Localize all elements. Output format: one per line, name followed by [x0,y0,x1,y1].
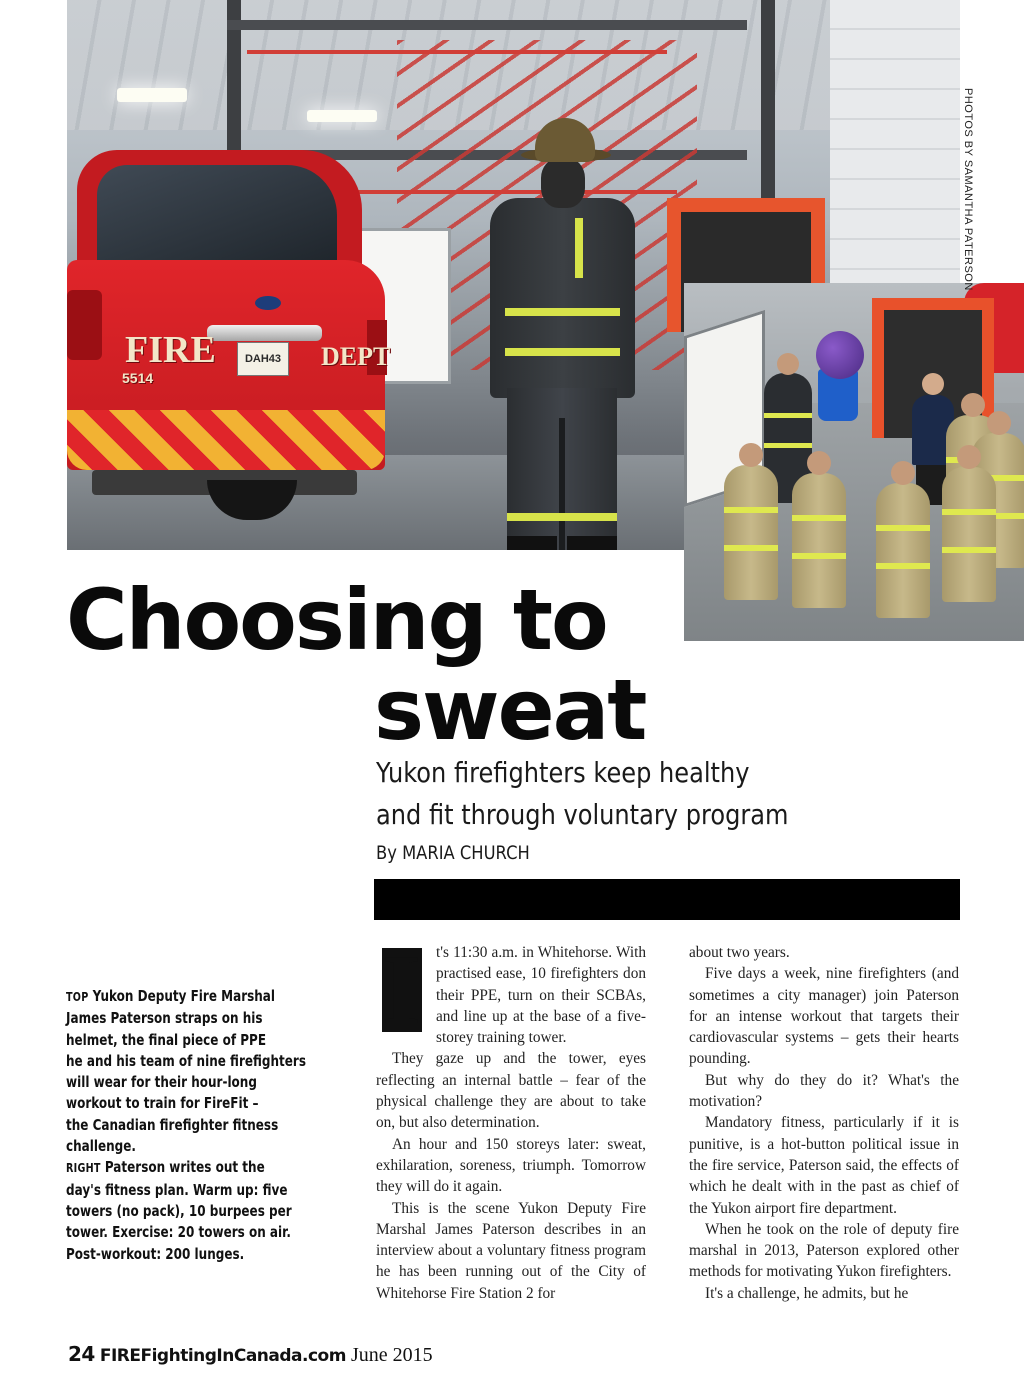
exercise-ball [816,331,864,379]
firefighter [724,465,778,600]
ford-logo [255,296,281,310]
caption-line: James Paterson straps on his [66,1009,263,1028]
deck [376,752,858,836]
article-paragraph: When he took on the role of deputy fire marshal in 2013, Paterson explored other methods for motivating Yukon firefighters. [689,1220,959,1281]
scba-mask [541,158,585,208]
page-footer [68,1342,433,1367]
issue-date: June 2015 [350,1344,433,1366]
firefighter [792,473,846,608]
firefighter [942,467,996,602]
article-paragraph: But why do they do it? What's the motivation? [689,1071,959,1111]
firefighter [876,483,930,618]
caption-top-label: TOP [66,990,89,1004]
headline-line-2: sweat [374,661,646,759]
photo-credit: PHOTOS BY SAMANTHA PATERSON [962,88,974,291]
article-paragraph: An hour and 150 storeys later: sweat, exhilaration, soreness, triumph. Tomorrow they will do it again. [376,1135,646,1196]
caption-line: towers (no pack), 10 burpees per [66,1201,292,1220]
caption-line: will wear for their hour-long [66,1073,257,1092]
byline-author: MARIA CHURCH [402,842,530,864]
black-bar [374,879,960,920]
article-paragraph: It's a challenge, he admits, but he [705,1284,909,1302]
fire-truck [67,150,391,520]
byline-prefix: By [376,842,403,864]
article-paragraph: about two years. [689,944,790,961]
deck-line-1: Yukon firefighters keep healthy [376,756,750,789]
byline [376,842,530,864]
truck-dept-text: DEPT [321,342,391,371]
caption-line: Yukon Deputy Fire Marshal [92,987,276,1005]
article-paragraph: Five days a week, nine firefighters (and sometimes a city manager) join Paterson for an intense workout that targets their cardiovascular systems – gets their hearts pounding. [689,965,959,1068]
caption-line: tower. Exercise: 20 towers on air. [66,1223,291,1242]
caption-line: Post-workout: 200 lunges. [66,1244,245,1263]
caption-line: workout to train for FireFit – [66,1094,259,1113]
caption-line: he and his team of nine firefighters [66,1051,306,1070]
deck-line-2: and fit through voluntary program [376,798,789,831]
headline-line-1: Choosing to [66,571,607,669]
caption-right-label: RIGHT [66,1161,101,1176]
caption-line: the Canadian firefighter fitness [66,1115,279,1134]
drop-cap: I [382,948,421,1032]
article-column-2 [689,942,959,1304]
truck-fire-text: FIRE [125,329,216,371]
website-link[interactable]: FIREFightingInCanada.com [99,1346,346,1366]
article-paragraph: t's 11:30 a.m. in Whitehorse. With practised ease, 10 firefighters don their PPE, turn on their SCBAs, and line up at the base of a five-storey training tower. [436,944,646,1047]
bay-door [830,0,960,300]
page-number: 24 [68,1342,95,1366]
firefighter [485,118,635,550]
helmet [535,118,595,162]
photo-caption [66,986,306,1265]
caption-line: helmet, the final piece of PPE [66,1030,267,1049]
article-paragraph: Mandatory fitness, particularly if it is punitive, is a hot-button political issue in the fire service, Paterson said, the effects of which he dealt with in the past as chief of the Yukon airport fire department. [689,1114,959,1217]
truck-number: 5514 [122,370,154,386]
caption-line: day's fitness plan. Warm up: five [66,1180,288,1199]
article-paragraph: They gaze up and the tower, eyes reflecting an internal battle – fear of the physical challenge they are about to take on, but also determination. [376,1050,646,1132]
caption-line: challenge. [66,1137,136,1156]
article-column-1 [376,942,646,1304]
article-paragraph: This is the scene Yukon Deputy Fire Marshal James Paterson describes in an interview about a voluntary fitness program he has been running out of the City of Whitehorse Fire Station 2 for [376,1199,646,1302]
caption-line: Paterson writes out the [104,1158,265,1177]
chevron-stripes [67,410,385,470]
ceiling-light [117,88,187,102]
license-plate: DAH43 [237,342,289,376]
inset-photo [684,283,1024,641]
